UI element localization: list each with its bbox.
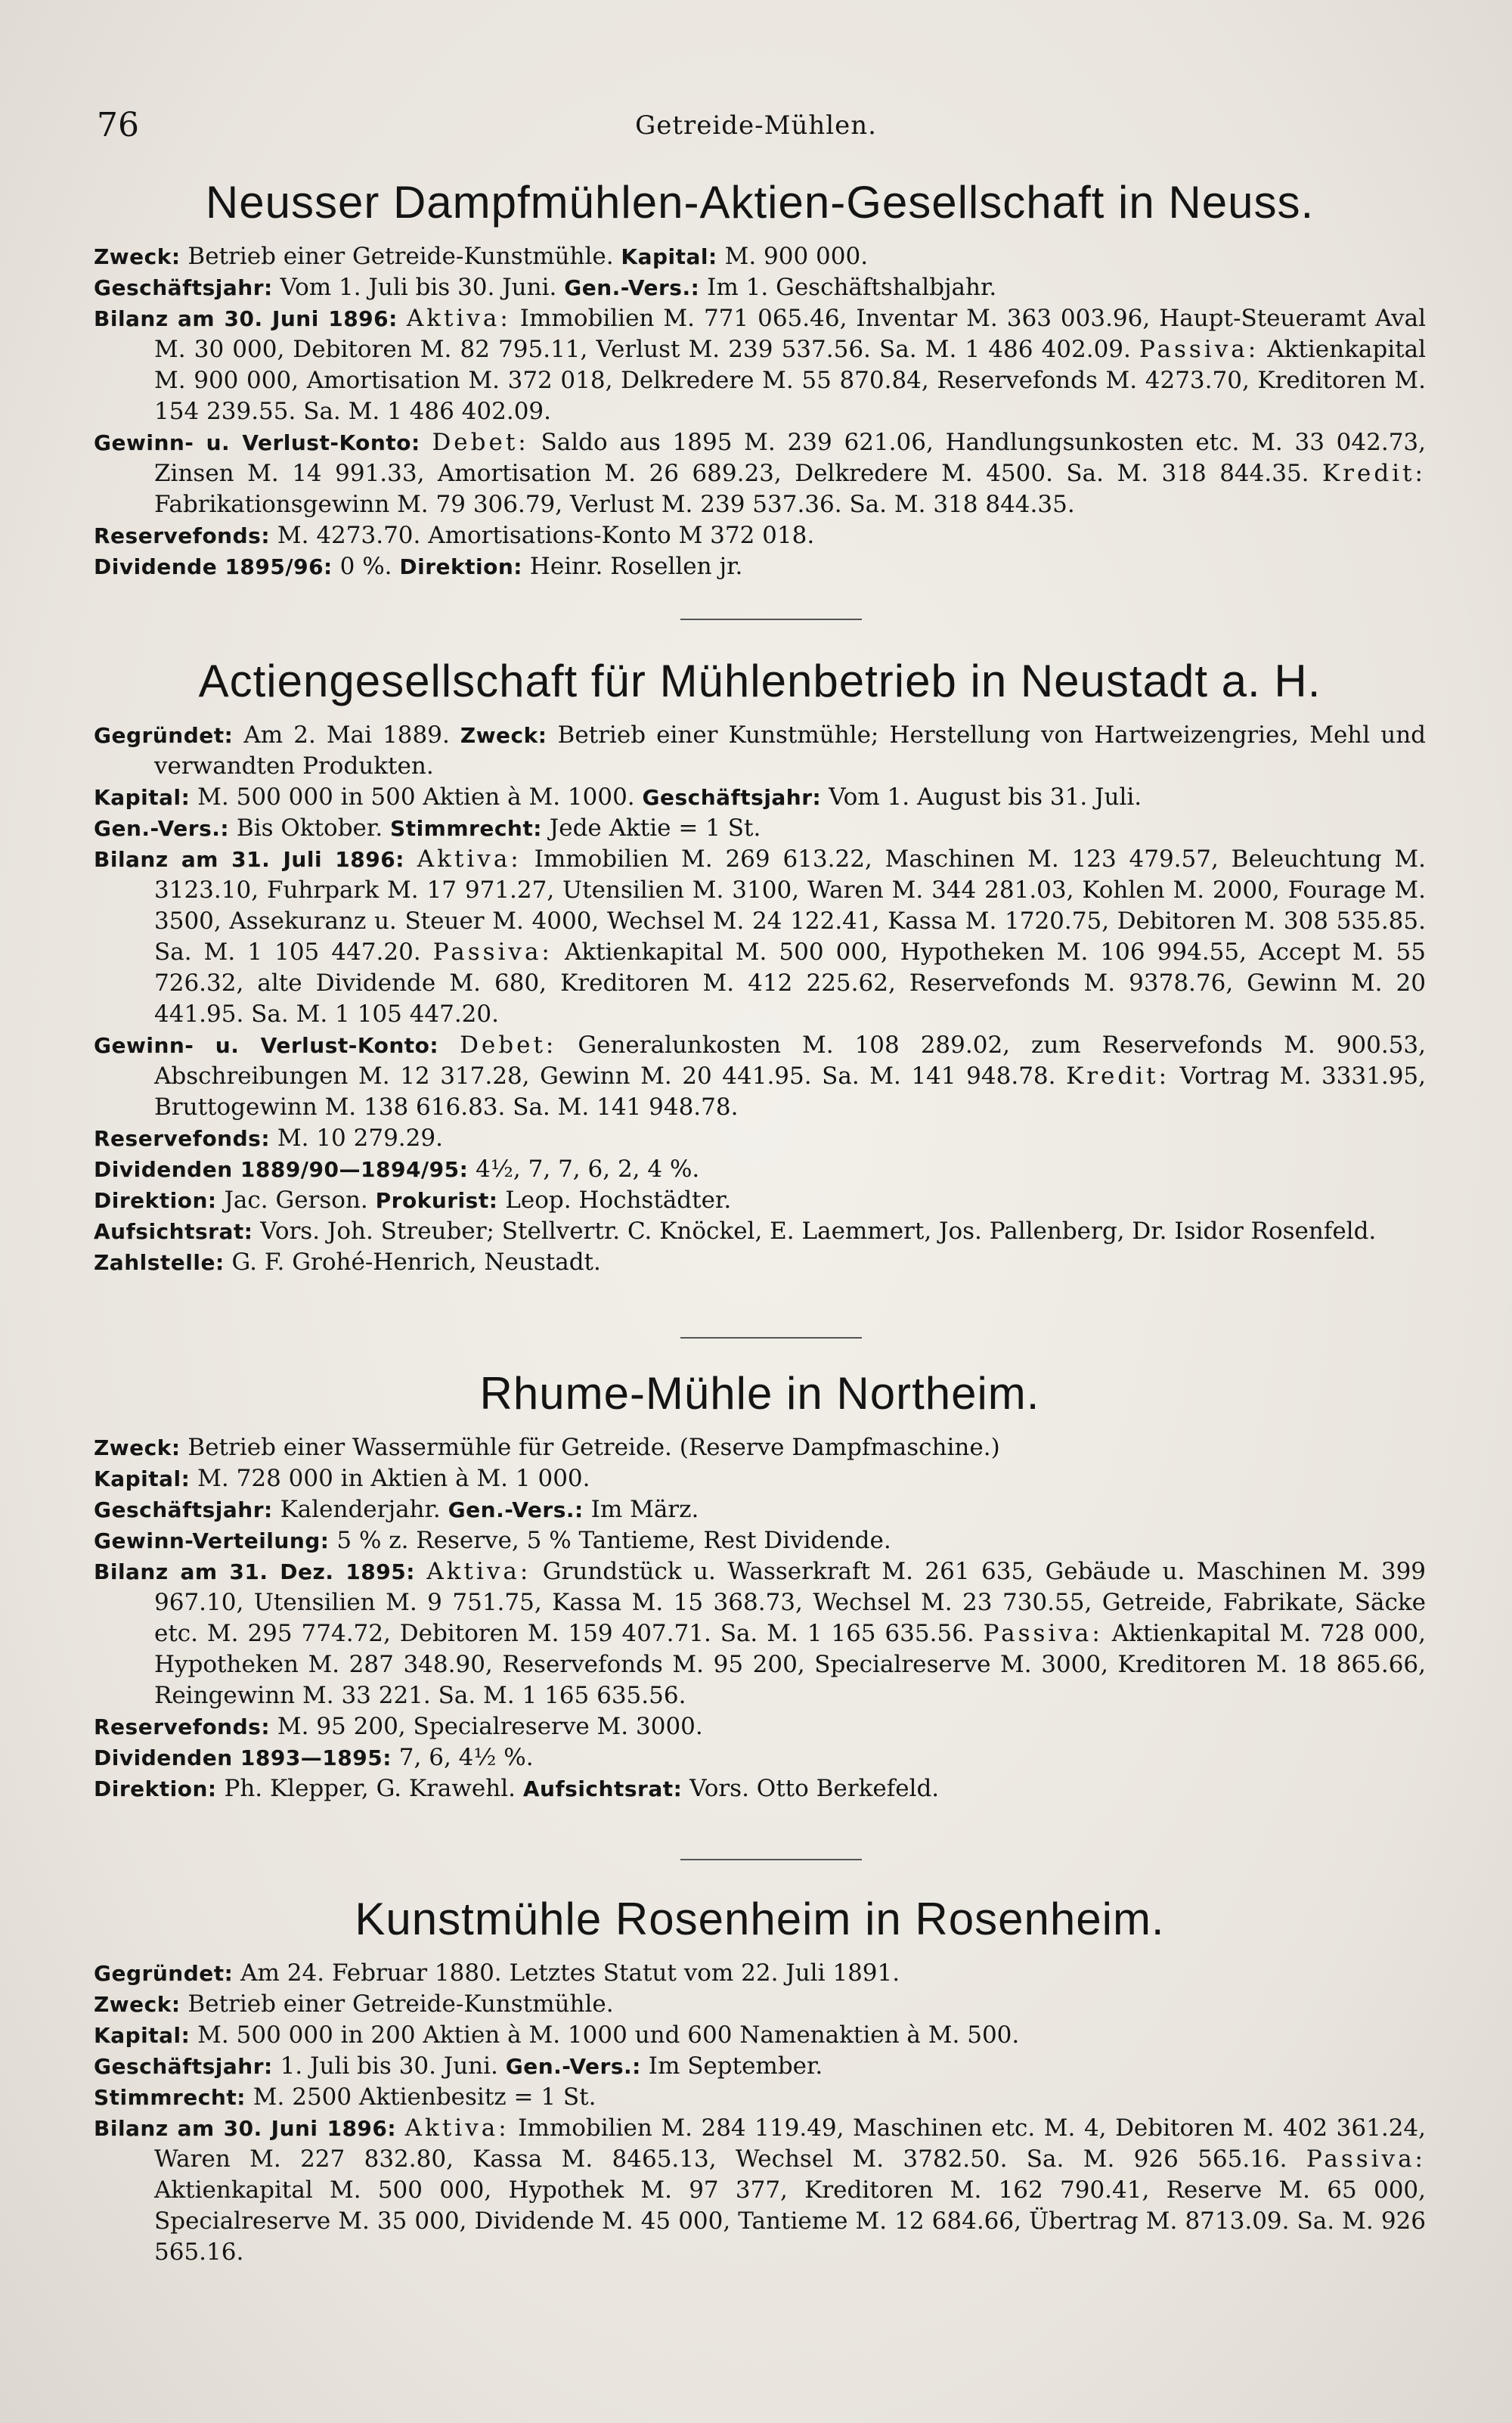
label: Reservefonds:	[94, 1126, 271, 1151]
section-divider	[680, 1859, 862, 1860]
debet-label: Debet:	[432, 429, 529, 456]
entry-zweck-kapital	[94, 241, 1426, 272]
entry-gewinn-verteilung	[94, 1525, 1426, 1556]
label: Bilanz am 31. Dez. 1895:	[94, 1559, 415, 1584]
value: M. 500 000 in 200 Aktien à M. 1000 und 600 Namenaktien à M. 500.	[190, 2021, 1020, 2049]
value: Betrieb einer Getreide-Kunstmühle.	[180, 243, 621, 270]
aktiva-label: Aktiva:	[417, 845, 522, 873]
label: Stimmrecht:	[94, 2085, 246, 2110]
label: Reservefonds:	[94, 1714, 271, 1739]
value: Betrieb einer Getreide-Kunstmühle.	[180, 1990, 614, 2018]
entry-gewinn-verlust	[94, 427, 1426, 520]
label: Zweck:	[94, 1435, 181, 1460]
value: G. F. Grohé-Henrich, Neustadt.	[224, 1249, 601, 1276]
value: Vors. Otto Berkefeld.	[682, 1775, 940, 1802]
kredit-label: Kredit:	[1322, 460, 1426, 487]
label: Zweck:	[94, 244, 181, 269]
entry-aufsichtsrat	[94, 1216, 1426, 1247]
label: Zahlstelle:	[94, 1250, 225, 1275]
entry-reservefonds	[94, 1711, 1426, 1742]
value: Immobilien M. 771 065.46, Inventar M. 363 003.96, Haupt-Steueramt Aval M. 30 000, Debitoren M. 82 795.11, Verlust M. 239 537.56. Sa. M. 1 486 402.09.	[154, 305, 1426, 363]
value: Heinr. Rosellen jr.	[522, 553, 743, 580]
value: Jac. Gerson.	[216, 1187, 376, 1214]
label: Stimmrecht:	[390, 816, 542, 841]
entry-dividende	[94, 551, 1426, 582]
value: 0 %.	[332, 553, 400, 580]
value: Betrieb einer Wassermühle für Getreide. (Reserve Dampfmaschine.)	[180, 1434, 1000, 1461]
label: Aufsichtsrat:	[522, 1776, 683, 1801]
label: Dividenden 1893—1895:	[94, 1745, 392, 1770]
company-neustadt	[94, 656, 1426, 1278]
value: Am 24. Februar 1880. Letztes Statut vom 22. Juli 1891.	[233, 1959, 900, 1987]
value: Generalunkosten M. 108 289.02, zum Reservefonds M. 900.53, Abschreibungen M. 12 317.28, Gewinn M. 20 441.95. Sa. M. 141 948.78.	[154, 1032, 1427, 1090]
label: Reservefonds:	[94, 523, 271, 548]
running-title: Getreide-Mühlen.	[635, 110, 877, 141]
page-number: 76	[97, 106, 139, 144]
label: Kapital:	[94, 785, 191, 810]
entry-stimmrecht	[94, 2082, 1426, 2113]
company-title: Actiengesellschaft für Mühlenbetrieb in Neustadt a. H.	[198, 656, 1321, 706]
label: Gegründet:	[94, 1961, 234, 1986]
value: Jede Aktie = 1 St.	[541, 814, 761, 842]
value: Immobilien M. 284 119.49, Maschinen etc. M. 4, Debitoren M. 402 361.24, Waren M. 227 832.80, Kassa M. 8465.13, Wechsel M. 3782.50. Sa. M. 926 565.16.	[154, 2114, 1427, 2173]
label: Gewinn-Verteilung:	[94, 1528, 330, 1553]
entry-geschaeftsjahr	[94, 1494, 1426, 1525]
entry-bilanz	[94, 303, 1426, 427]
value: Immobilien M. 269 613.22, Maschinen M. 123 479.57, Beleuchtung M. 3123.10, Fuhrpark M. 17 971.27, Utensilien M. 3100, Waren M. 344 281.03, Kohlen M. 2000, Fourage M. 3500, Assekuranz u. Steuer M. 4000, Wechsel M. 24 122.41, Kassa M. 1720.75, Debitoren M. 308 535.85. Sa. M. 1 105 447.20.	[154, 845, 1427, 966]
kredit-label: Kredit:	[1066, 1063, 1170, 1090]
company-title: Kunstmühle Rosenheim in Rosenheim.	[355, 1894, 1165, 1944]
label: Gegründet:	[94, 723, 234, 748]
entry-zahlstelle	[94, 1247, 1426, 1278]
entry-zweck	[94, 1432, 1426, 1463]
value: Vortrag M. 3331.95, Bruttogewinn M. 138 616.83. Sa. M. 141 948.78.	[154, 1063, 1426, 1121]
label: Bilanz am 30. Juni 1896:	[94, 2116, 397, 2141]
value: M. 10 279.29.	[270, 1125, 443, 1152]
value: 1. Juli bis 30. Juni.	[272, 2052, 506, 2080]
value: Im 1. Geschäftshalbjahr.	[699, 274, 997, 301]
label: Geschäftsjahr:	[642, 785, 822, 810]
entry-gegruendet-zweck	[94, 720, 1426, 782]
label: Geschäftsjahr:	[94, 2054, 273, 2079]
value: Grundstück u. Wasserkraft M. 261 635, Gebäude u. Maschinen M. 399 967.10, Utensilien M. 9 751.75, Kassa M. 15 368.73, Wechsel M. 23 730.55, Getreide, Fabrikate, Säcke etc. M. 295 774.72, Debitoren M. 159 407.71. Sa. M. 1 165 635.56.	[154, 1558, 1427, 1647]
label: Prokurist:	[375, 1188, 498, 1213]
value: M. 4273.70. Amortisations-Konto M 372 018.	[270, 522, 815, 549]
value: Am 2. Mai 1889.	[233, 721, 460, 749]
value: Aktienkapital M. 500 000, Hypotheken M. 106 994.55, Accept M. 55 726.32, alte Dividende M. 680, Kreditoren M. 412 225.62, Reservefonds M. 9378.76, Gewinn M. 20 441.95. Sa. M. 1 105 447.20.	[154, 938, 1426, 1028]
entry-bilanz	[94, 2113, 1426, 2268]
passiva-label: Passiva:	[983, 1620, 1103, 1647]
label: Zweck:	[94, 1992, 181, 2017]
label: Gen.-Vers.:	[94, 816, 230, 841]
value: Vors. Joh. Streuber; Stellvertr. C. Knöckel, E. Laemmert, Jos. Pallenberg, Dr. Isidor Rosenfeld.	[253, 1218, 1377, 1245]
label: Geschäftsjahr:	[94, 275, 273, 300]
label: Kapital:	[94, 2023, 191, 2048]
entry-reservefonds	[94, 520, 1426, 551]
value: 7, 6, 4½ %.	[391, 1744, 534, 1771]
entry-geschaeftsjahr	[94, 272, 1426, 303]
value: Aktienkapital M. 500 000, Hypothek M. 97 377, Kreditoren M. 162 790.41, Reserve M. 65 000, Specialreserve M. 35 000, Dividende M. 45 000, Tantieme M. 12 684.66, Übertrag M. 8713.09. Sa. M. 926 565.16.	[154, 2176, 1426, 2266]
value: M. 900 000.	[717, 243, 869, 270]
passiva-label: Passiva:	[1139, 336, 1259, 363]
label: Bilanz am 30. Juni 1896:	[94, 306, 398, 331]
label: Aufsichtsrat:	[94, 1219, 253, 1244]
label: Gen.-Vers.:	[448, 1497, 584, 1522]
entry-zweck	[94, 1989, 1426, 2020]
value: M. 728 000 in Aktien à M. 1 000.	[190, 1465, 590, 1492]
value: Fabrikationsgewinn M. 79 306.79, Verlust M. 239 537.36. Sa. M. 318 844.35.	[154, 491, 1075, 518]
entry-kapital	[94, 1463, 1426, 1494]
label: Gewinn- u. Verlust-Konto:	[94, 1033, 439, 1058]
value: Kalenderjahr.	[272, 1496, 448, 1523]
entry-gegruendet	[94, 1958, 1426, 1989]
company-title: Neusser Dampfmühlen-Aktien-Gesellschaft in Neuss.	[205, 177, 1315, 228]
entry-bilanz	[94, 1556, 1426, 1711]
entry-kapital	[94, 782, 1426, 813]
entry-geschaeftsjahr	[94, 2051, 1426, 2082]
entry-reservefonds	[94, 1123, 1426, 1154]
value: M. 2500 Aktienbesitz = 1 St.	[245, 2083, 596, 2111]
label: Direktion:	[94, 1188, 217, 1213]
value: Aktienkapital M. 728 000, Hypotheken M. 287 348.90, Reservefonds M. 95 200, Specialreserve M. 3000, Kreditoren M. 18 865.66, Reingewinn M. 33 221. Sa. M. 1 165 635.56.	[154, 1620, 1426, 1709]
company-neuss	[94, 178, 1426, 582]
label: Gen.-Vers.:	[505, 2054, 641, 2079]
value: Im September.	[640, 2052, 823, 2080]
value: Ph. Klepper, G. Krawehl.	[216, 1775, 523, 1802]
value: M. 95 200, Specialreserve M. 3000.	[270, 1713, 703, 1740]
section-divider	[680, 619, 862, 620]
section-divider	[680, 1337, 862, 1339]
label: Bilanz am 31. Juli 1896:	[94, 847, 404, 872]
value: Vom 1. August bis 31. Juli.	[821, 783, 1142, 811]
label: Gewinn- u. Verlust-Konto:	[94, 430, 420, 455]
entry-direktion	[94, 1773, 1426, 1804]
company-rosenheim	[94, 1894, 1426, 2268]
entry-gewinn-verlust	[94, 1030, 1426, 1123]
entry-genvers	[94, 813, 1426, 844]
label: Direktion:	[399, 554, 522, 579]
label: Geschäftsjahr:	[94, 1497, 273, 1522]
value: 4½, 7, 7, 6, 2, 4 %.	[468, 1156, 700, 1183]
passiva-label: Passiva:	[432, 938, 553, 966]
value: Leop. Hochstädter.	[497, 1187, 732, 1214]
entry-dividenden	[94, 1154, 1426, 1185]
aktiva-label: Aktiva:	[406, 305, 511, 332]
value: Aktienkapital M. 900 000, Amortisation M. 372 018, Delkredere M. 55 870.84, Reservefonds M. 4273.70, Kreditoren M. 154 239.55. Sa. M. 1 486 402.09.	[154, 336, 1426, 425]
aktiva-label: Aktiva:	[404, 2114, 510, 2142]
passiva-label: Passiva:	[1306, 2145, 1426, 2173]
label: Gen.-Vers.:	[564, 275, 700, 300]
label: Zweck:	[460, 723, 547, 748]
value: Im März.	[583, 1496, 699, 1523]
debet-label: Debet:	[460, 1032, 557, 1059]
value: 5 % z. Reserve, 5 % Tantieme, Rest Dividende.	[329, 1527, 891, 1554]
label: Kapital:	[621, 244, 717, 269]
label: Direktion:	[94, 1776, 217, 1801]
label: Kapital:	[94, 1466, 191, 1491]
value: Vom 1. Juli bis 30. Juni.	[272, 274, 565, 301]
entry-dividenden	[94, 1742, 1426, 1773]
value: Betrieb einer Kunstmühle; Herstellung von Hartweizengries, Mehl und verwandten Produkten.	[154, 721, 1427, 780]
entry-direktion	[94, 1185, 1426, 1216]
value: Saldo aus 1895 M. 239 621.06, Handlungsunkosten etc. M. 33 042.73, Zinsen M. 14 991.33, Amortisation M. 26 689.23, Delkredere M. 4500. Sa. M. 318 844.35.	[154, 429, 1427, 487]
running-head	[89, 106, 1423, 151]
company-title: Rhume-Mühle in Northeim.	[479, 1368, 1040, 1419]
label: Dividenden 1889/90—1894/95:	[94, 1157, 469, 1182]
label: Dividende 1895/96:	[94, 554, 333, 579]
company-northeim	[94, 1369, 1426, 1804]
entry-bilanz	[94, 844, 1426, 1030]
value: M. 500 000 in 500 Aktien à M. 1000.	[190, 783, 643, 811]
aktiva-label: Aktiva:	[426, 1558, 531, 1585]
entry-kapital	[94, 2020, 1426, 2051]
value: Bis Oktober.	[229, 814, 391, 842]
